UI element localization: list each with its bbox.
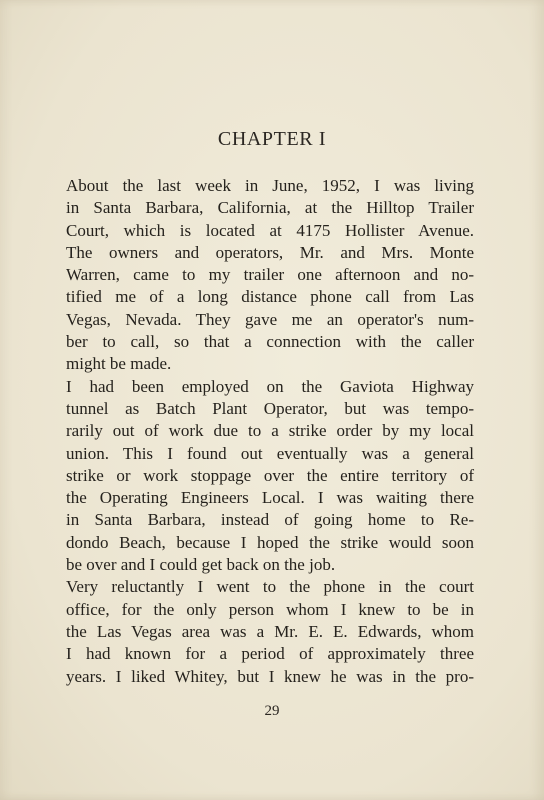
- text-line: in Santa Barbara, instead of going home to Re-: [66, 510, 474, 530]
- text-line: I had known for a period of approximately three: [66, 644, 474, 664]
- paragraph-1: [66, 175, 474, 376]
- text-line: I had been employed on the Gaviota Highway: [66, 376, 474, 396]
- paragraph-2: [66, 376, 474, 577]
- text-line: tunnel as Batch Plant Operator, but was tempo-: [66, 398, 474, 418]
- text-line: strike or work stoppage over the entire territory of: [66, 465, 474, 485]
- text-line: in Santa Barbara, California, at the Hilltop Trailer: [66, 198, 474, 218]
- text-line: Very reluctantly I went to the phone in the court: [66, 577, 474, 597]
- text-line: the Operating Engineers Local. I was waiting there: [66, 488, 474, 508]
- text-line: Vegas, Nevada. They gave me an operator's num-: [66, 309, 474, 329]
- text-line: About the last week in June, 1952, I was living: [66, 176, 474, 195]
- text-line: The owners and operators, Mr. and Mrs. Monte: [66, 242, 474, 262]
- text-line: tified me of a long distance phone call from Las: [66, 287, 474, 307]
- text-line: rarily out of work due to a strike order by my local: [66, 421, 474, 441]
- text-line: Warren, came to my trailer one afternoon and no-: [66, 265, 474, 285]
- text-line: ber to call, so that a connection with the caller: [66, 332, 474, 352]
- text-line: the Las Vegas area was a Mr. E. E. Edwards, whom: [66, 621, 474, 641]
- text-line: Court, which is located at 4175 Hollister Avenue.: [66, 220, 474, 240]
- text-line: dondo Beach, because I hoped the strike would soon: [66, 532, 474, 552]
- text-line: years. I liked Whitey, but I knew he was in the pro-: [66, 666, 474, 686]
- text-line: office, for the only person whom I knew to be in: [66, 599, 474, 619]
- text-line: might be made.: [66, 354, 172, 374]
- chapter-heading: CHAPTER I: [217, 128, 327, 150]
- paragraph-3: [66, 576, 474, 687]
- body-text: [66, 175, 474, 688]
- text-line: union. This I found out eventually was a general: [66, 443, 474, 463]
- text-line: be over and I could get back on the job.: [66, 555, 336, 575]
- page-number: 29: [264, 703, 280, 719]
